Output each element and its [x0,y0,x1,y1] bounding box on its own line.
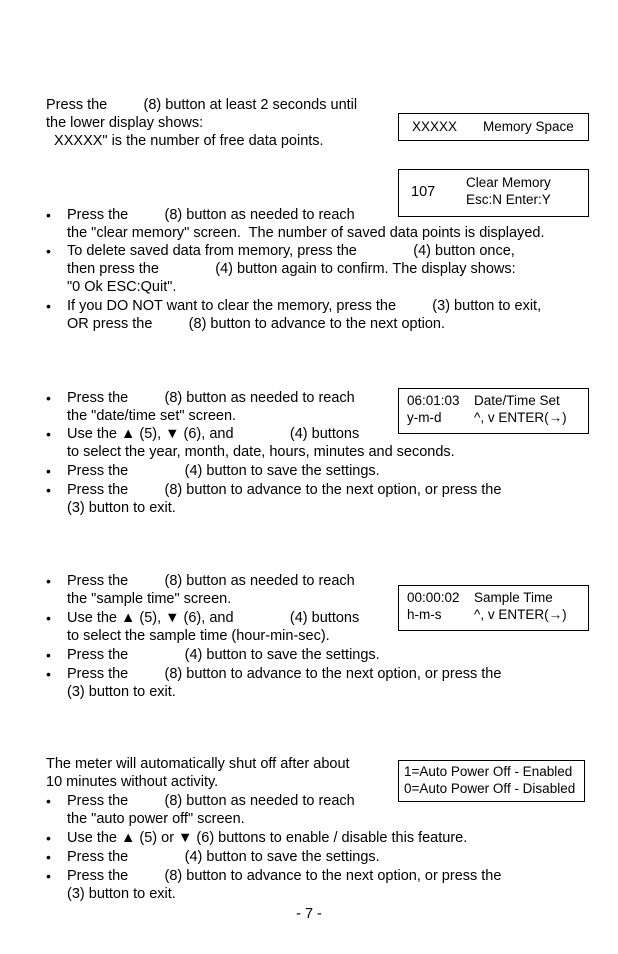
sample-time-format: h-m-s [407,607,442,622]
date-time-bullet-2-line-2: to select the year, month, date, hours, minutes and seconds. [67,444,455,460]
power-bullet-3-line-1: Press the (4) button to save the settings. [67,849,380,865]
bullet-dot: • [46,207,51,223]
clear-memory-count: 107 [411,184,436,200]
clear-memory-display [398,169,589,217]
bullet-dot: • [46,849,51,865]
power-intro-line-2: 10 minutes without activity. [46,774,219,790]
date-time-display [398,388,589,434]
bullet-dot: • [46,573,51,589]
bullet-dot: • [46,610,51,626]
memory-space-display [398,113,589,141]
power-bullet-1-line-1: Press the (8) button as needed to reach [67,793,355,809]
sample-time-bullet-4-line-1: Press the (8) button to advance to the next option, or press the [67,666,502,682]
sample-time-bullet-4-line-2: (3) button to exit. [67,684,176,700]
memory-space-value: XXXXX [412,119,458,134]
sample-time-display [398,585,589,631]
date-time-bullet-1-line-1: Press the (8) button as needed to reach [67,390,355,406]
power-bullet-2-line-1: Use the ▲ (5) or ▼ (6) buttons to enable / disable this feature. [67,830,468,846]
power-bullet-4-line-2: (3) button to exit. [67,886,176,902]
memory-space-label: Memory Space [483,119,574,134]
sample-time-label: Sample Time [474,590,553,605]
memory-intro-line-3: XXXXX" is the number of free data points. [46,133,324,149]
date-time-keys: ^, v ENTER(→) [474,410,567,425]
sample-time-bullet-2-line-1: Use the ▲ (5), ▼ (6), and (4) buttons [67,610,360,626]
memory-bullet-1-line-2: the "clear memory" screen. The number of saved data points is displayed. [67,225,545,241]
clear-memory-line-1: Clear Memory [466,175,551,190]
power-intro-line-1: The meter will automatically shut off after about [46,756,350,772]
memory-intro-line-1: Press the (8) button at least 2 seconds until [46,97,358,113]
memory-intro-line-2: the lower display shows: [46,115,204,131]
sample-time-bullet-1-line-1: Press the (8) button as needed to reach [67,573,355,589]
bullet-dot: • [46,243,51,259]
bullet-dot: • [46,793,51,809]
bullet-dot: • [46,666,51,682]
date-time-bullet-4-line-2: (3) button to exit. [67,500,176,516]
date-time-bullet-3-line-1: Press the (4) button to save the settings. [67,463,380,479]
auto-power-off-enabled: 1=Auto Power Off - Enabled [404,764,573,779]
memory-bullet-2-line-1: To delete saved data from memory, press the (4) button once, [67,243,515,259]
clear-memory-line-2: Esc:N Enter:Y [466,192,551,207]
sample-time-value: 00:00:02 [407,590,460,605]
bullet-dot: • [46,298,51,314]
date-time-bullet-1-line-2: the "date/time set" screen. [67,408,237,424]
bullet-dot: • [46,830,51,846]
date-time-value: 06:01:03 [407,393,460,408]
auto-power-off-display [398,760,585,802]
memory-bullet-3-line-1: If you DO NOT want to clear the memory, press the (3) button to exit, [67,298,542,314]
sample-time-bullet-2-line-2: to select the sample time (hour-min-sec). [67,628,330,644]
page-number: - 7 - [296,906,322,922]
bullet-dot: • [46,390,51,406]
sample-time-bullet-1-line-2: the "sample time" screen. [67,591,232,607]
memory-bullet-3-line-2: OR press the (8) button to advance to the next option. [67,316,446,332]
bullet-dot: • [46,868,51,884]
sample-time-keys: ^, v ENTER(→) [474,607,567,622]
power-bullet-4-line-1: Press the (8) button to advance to the next option, or press the [67,868,502,884]
auto-power-off-disabled: 0=Auto Power Off - Disabled [404,781,576,796]
date-time-label: Date/Time Set [474,393,560,408]
bullet-dot: • [46,463,51,479]
memory-bullet-2-line-3: "0 Ok ESC:Quit". [67,279,177,295]
date-time-format: y-m-d [407,410,442,425]
memory-bullet-2-line-2: then press the (4) button again to confirm. The display shows: [67,261,516,277]
date-time-bullet-4-line-1: Press the (8) button to advance to the next option, or press the [67,482,502,498]
bullet-dot: • [46,426,51,442]
bullet-dot: • [46,647,51,663]
memory-bullet-1-line-1: Press the (8) button as needed to reach [67,207,355,223]
power-bullet-1-line-2: the "auto power off" screen. [67,811,245,827]
sample-time-bullet-3-line-1: Press the (4) button to save the settings. [67,647,380,663]
date-time-bullet-2-line-1: Use the ▲ (5), ▼ (6), and (4) buttons [67,426,360,442]
bullet-dot: • [46,482,51,498]
